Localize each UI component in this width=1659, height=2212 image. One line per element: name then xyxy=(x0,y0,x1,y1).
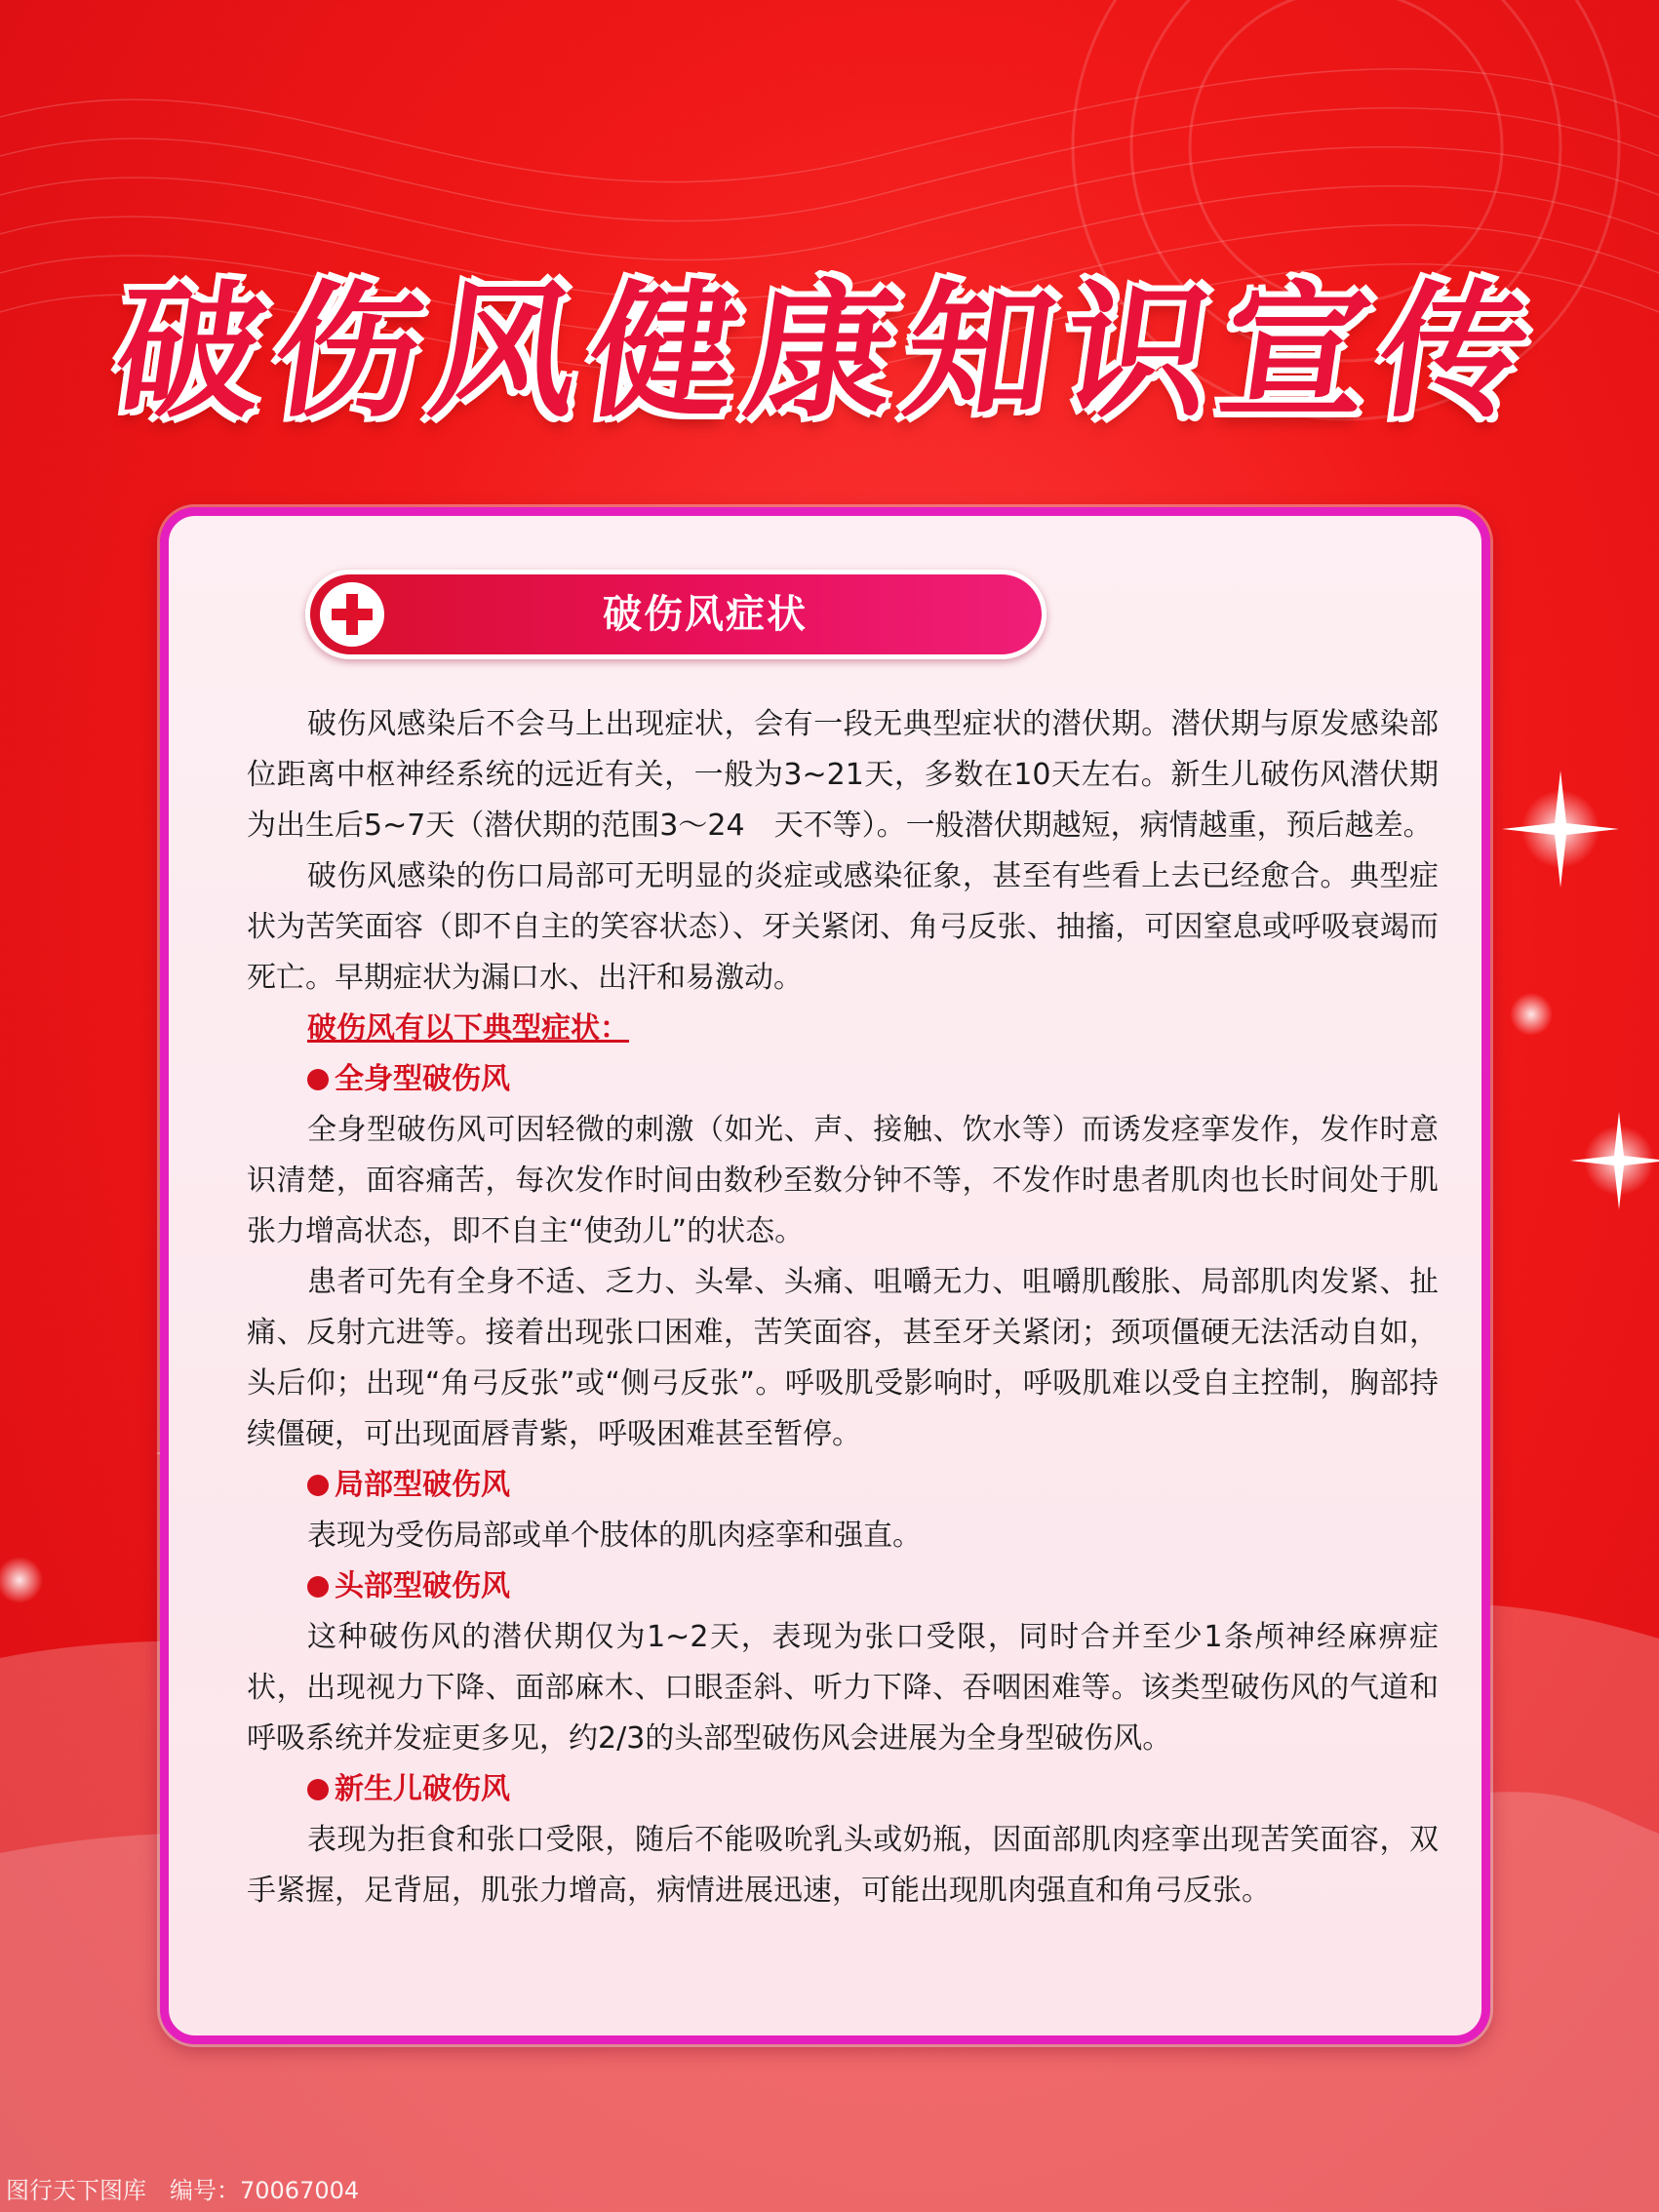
type-heading-local: 局部型破伤风 xyxy=(307,1460,1439,1511)
red-cross-icon xyxy=(320,582,384,647)
intro-paragraph: 破伤风感染后不会马上出现症状，会有一段无典型症状的潜伏期。潜伏期与原发感染部位距离中枢神经系统的远近有关，一般为3~21天，多数在10天左右。新生儿破伤风潜伏期为出生后5~7天（潜伏期的范围3～24 天不等）。一般潜伏期越短，病情越重，预后越差。 xyxy=(247,707,1439,843)
bullet-dot-icon xyxy=(307,1576,329,1598)
bullet-dot-icon xyxy=(307,1069,329,1090)
poster-title: 破伤风健康知识宣传 xyxy=(104,266,1552,438)
intro-paragraph: 破伤风感染的伤口局部可无明显的炎症或感染征象，甚至有些看上去已经愈合。典型症状为苦笑面容（即不自主的笑容状态）、牙关紧闭、角弓反张、抽搐，可因窒息或呼吸衰竭而死亡。早期症状为漏口水、出汗和易激动。 xyxy=(247,859,1439,995)
type-paragraph: 全身型破伤风可因轻微的刺激（如光、声、接触、饮水等）而诱发痉挛发作，发作时意识清楚，面容痛苦，每次发作时间由数秒至数分钟不等，不发作时患者肌肉也长时间处于肌张力增高状态，即不自主“使劲儿”的状态。 xyxy=(247,1113,1439,1248)
type-paragraph: 表现为拒食和张口受限，随后不能吸吮乳头或奶瓶，因面部肌肉痉挛出现苦笑面容，双手紧握，足背屈，肌张力增高，病情进展迅速，可能出现肌肉强直和角弓反张。 xyxy=(247,1823,1439,1908)
section-heading: 破伤风症状 xyxy=(603,592,808,637)
typical-symptoms-heading: 破伤风有以下典型症状： xyxy=(307,1011,629,1046)
type-paragraph: 患者可先有全身不适、乏力、头晕、头痛、咀嚼无力、咀嚼肌酸胀、局部肌肉发紧、扯痛、反射亢进等。接着出现张口困难，苦笑面容，甚至牙关紧闭；颈项僵硬无法活动自如，头后仰；出现“角弓反张”或“侧弓反张”。呼吸肌受影响时，呼吸肌难以受自主控制，胸部持续僵硬，可出现面唇青紫，呼吸困难甚至暂停。 xyxy=(247,1265,1439,1451)
type-heading-general: 全身型破伤风 xyxy=(307,1054,1439,1105)
type-heading-cephalic: 头部型破伤风 xyxy=(307,1561,1439,1612)
watermark: 图行天下图库 编号：70067004 xyxy=(6,2177,360,2204)
type-paragraph: 表现为受伤局部或单个肢体的肌肉痉挛和强直。 xyxy=(307,1519,922,1553)
bullet-dot-icon xyxy=(307,1475,329,1496)
section-heading-banner xyxy=(305,570,1047,659)
content-card xyxy=(160,507,1490,2044)
bullet-dot-icon xyxy=(307,1779,329,1800)
type-heading-neonatal: 新生儿破伤风 xyxy=(307,1764,1439,1815)
content-body xyxy=(247,699,1439,1916)
type-paragraph: 这种破伤风的潜伏期仅为1~2天，表现为张口受限，同时合并至少1条颅神经麻痹症状，出现视力下降、面部麻木、口眼歪斜、听力下降、吞咽困难等。该类型破伤风的气道和呼吸系统并发症更多见，约2/3的头部型破伤风会进展为全身型破伤风。 xyxy=(247,1620,1439,1756)
